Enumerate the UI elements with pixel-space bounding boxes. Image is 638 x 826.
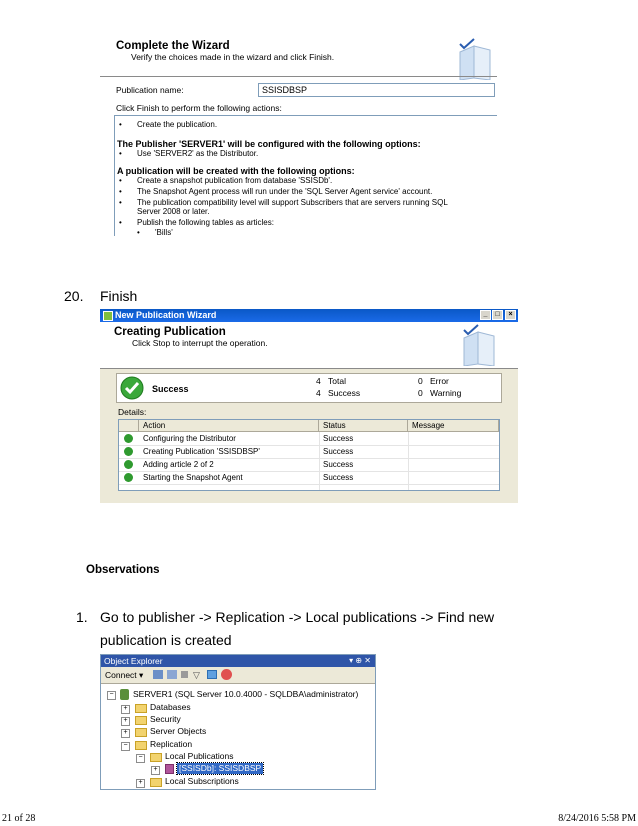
warning-count: 0 (418, 388, 423, 398)
expand-toggle[interactable]: + (136, 779, 145, 788)
row-status: Success (323, 460, 354, 469)
summary-heading: The Publisher 'SERVER1' will be configured with the following options: (117, 139, 421, 149)
window-titlebar (100, 309, 518, 322)
wizard-book-icon (460, 324, 498, 366)
summary-heading: A publication will be created with the following options: (117, 166, 355, 176)
row-status: Success (323, 473, 354, 482)
collapse-toggle[interactable]: − (121, 742, 130, 751)
success-check-icon (120, 376, 144, 400)
success-label: Success (328, 388, 361, 398)
summary-line: Publish the following tables as articles: (137, 218, 274, 227)
summary-bullet: • (119, 198, 122, 207)
tree-item-local-publications[interactable]: Local Publications (165, 751, 234, 761)
window-title: New Publication Wizard (115, 310, 217, 320)
summary-bullet: • (119, 187, 122, 196)
summary-bullet: • (119, 218, 122, 227)
summary-bullet: • (119, 149, 122, 158)
folder-icon (150, 778, 162, 787)
collapse-toggle[interactable]: − (107, 691, 116, 700)
filter-icon[interactable]: ▽ (193, 670, 200, 680)
details-grid[interactable] (118, 419, 500, 491)
tree-item-publication[interactable]: [SSISDb]: SSISDBSP (179, 763, 262, 773)
step-number: 20. (64, 288, 84, 304)
summary-line: Create a snapshot publication from database 'SSISDb'. (137, 176, 333, 185)
row-action: Starting the Snapshot Agent (143, 473, 243, 482)
expand-toggle[interactable]: + (121, 729, 130, 738)
folder-icon (135, 728, 147, 737)
summary-line: 'Bills' (155, 228, 173, 236)
error-label: Error (430, 376, 449, 386)
folder-icon (135, 704, 147, 713)
step-text: Finish (100, 288, 138, 304)
tree-item-security[interactable]: Security (150, 714, 181, 724)
column-header-action[interactable]: Action (139, 420, 319, 432)
table-row[interactable] (119, 445, 499, 459)
tree-item-replication[interactable]: Replication (150, 739, 193, 749)
publication-name-label: Publication name: (116, 85, 184, 95)
wizard-subtitle: Click Stop to interrupt the operation. (132, 338, 268, 348)
expand-toggle[interactable]: + (121, 717, 130, 726)
print-timestamp: 8/24/2016 5:58 PM (558, 813, 636, 824)
connect-icon[interactable] (153, 670, 163, 679)
row-success-icon (124, 447, 133, 456)
server-icon (120, 689, 129, 700)
step-text-line1: Go to publisher -> Replication -> Local publications -> Find new (100, 609, 495, 625)
row-action: Creating Publication 'SSISDBSP' (143, 447, 260, 456)
summary-line: Server 2008 or later. (137, 207, 210, 216)
total-label: Total (328, 376, 346, 386)
summary-line: Use 'SERVER2' as the Distributor. (137, 149, 259, 158)
row-action: Configuring the Distributor (143, 434, 236, 443)
folder-icon (135, 716, 147, 725)
publication-name-input[interactable]: SSISDBSP (258, 83, 495, 97)
header-separator (100, 368, 518, 369)
expand-toggle[interactable]: + (121, 705, 130, 714)
total-count: 4 (316, 376, 321, 386)
app-icon (103, 311, 113, 321)
summary-line: The publication compatibility level will support Subscribers that are servers running SQL (137, 198, 448, 207)
table-row[interactable] (119, 458, 499, 472)
wizard-subtitle: Verify the choices made in the wizard and click Finish. (131, 52, 335, 62)
success-count: 4 (316, 388, 321, 398)
details-label: Details: (118, 407, 147, 417)
stop-icon[interactable] (181, 671, 188, 678)
grid-divider (319, 432, 320, 490)
complete-wizard-screenshot (100, 36, 497, 236)
expand-toggle[interactable]: + (151, 766, 160, 775)
creating-publication-screenshot (100, 309, 518, 503)
server-node[interactable]: SERVER1 (SQL Server 10.0.4000 - SQLDBA\administrator) (133, 689, 359, 699)
tree-item-server-objects[interactable]: Server Objects (150, 726, 207, 736)
table-row[interactable] (119, 432, 499, 446)
status-label: Success (152, 384, 189, 394)
tree-item-local-subscriptions[interactable]: Local Subscriptions (165, 776, 239, 786)
summary-bullet: • (119, 120, 122, 129)
object-explorer-toolbar (101, 667, 375, 684)
minimize-button[interactable]: _ (480, 310, 491, 320)
summary-icon[interactable] (221, 669, 232, 680)
row-status: Success (323, 434, 354, 443)
warning-label: Warning (430, 388, 462, 398)
maximize-button[interactable]: □ (492, 310, 503, 320)
row-success-icon (124, 434, 133, 443)
pane-controls[interactable]: ▾ ⊕ ✕ (349, 656, 371, 665)
summary-line: The Snapshot Agent process will run under the 'SQL Server Agent service' account. (137, 187, 433, 196)
error-count: 0 (418, 376, 423, 386)
refresh-icon[interactable] (207, 670, 217, 679)
disconnect-icon[interactable] (167, 670, 177, 679)
step-text-line2: publication is created (100, 632, 232, 648)
column-header-status[interactable]: Status (319, 420, 408, 432)
object-explorer-title: Object Explorer (104, 656, 163, 666)
column-header-blank (119, 420, 139, 432)
row-success-icon (124, 460, 133, 469)
wizard-title: Creating Publication (114, 326, 226, 338)
finish-instruction: Click Finish to perform the following actions: (116, 103, 282, 113)
row-success-icon (124, 473, 133, 482)
summary-sub-bullet: • (137, 228, 140, 236)
connect-button[interactable]: Connect ▾ (105, 670, 144, 680)
table-row[interactable] (119, 471, 499, 485)
folder-icon (135, 741, 147, 750)
tree-item-databases[interactable]: Databases (150, 702, 191, 712)
grid-divider (408, 432, 409, 490)
close-button[interactable]: × (505, 310, 516, 320)
collapse-toggle[interactable]: − (136, 754, 145, 763)
header-separator (100, 76, 497, 77)
page-number: 21 of 28 (2, 813, 36, 824)
object-explorer-screenshot (100, 654, 376, 790)
column-header-message[interactable]: Message (408, 420, 499, 432)
actions-summary[interactable] (114, 115, 497, 236)
row-status: Success (323, 447, 354, 456)
summary-bullet: • (119, 176, 122, 185)
wizard-title: Complete the Wizard (116, 40, 230, 52)
summary-line: Create the publication. (137, 120, 218, 129)
folder-icon (150, 753, 162, 762)
wizard-book-icon (456, 38, 494, 80)
object-explorer-titlebar (101, 655, 375, 667)
observations-heading: Observations (86, 564, 160, 576)
row-action: Adding article 2 of 2 (143, 460, 214, 469)
step-number: 1. (76, 609, 88, 625)
publication-icon (165, 764, 174, 774)
